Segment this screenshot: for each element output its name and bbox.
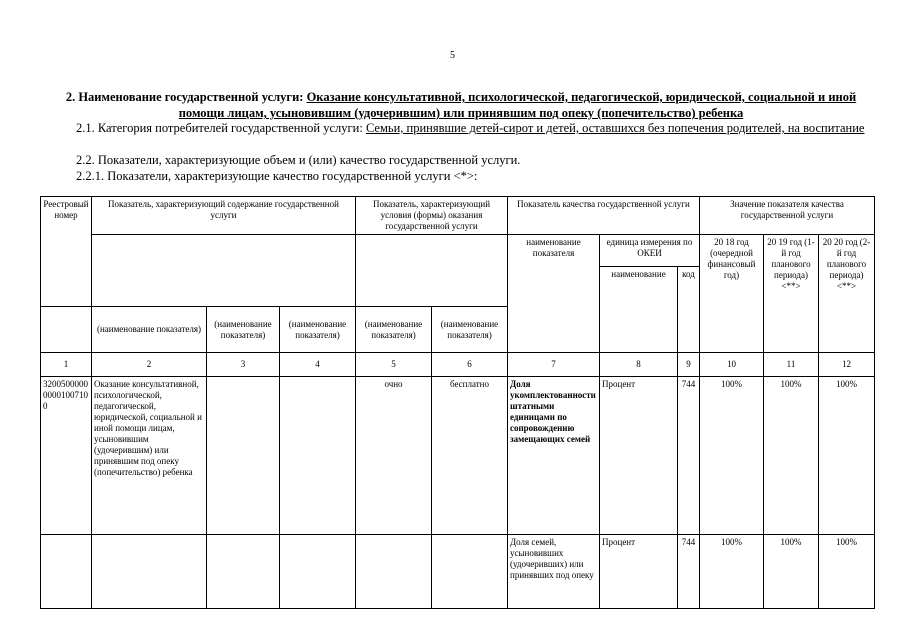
line-2-2: 2.2. Показатели, характеризующие объем и (или) качество государственной услуги. [76,153,521,167]
registry-number: 320050000000001007100 [41,377,92,535]
service-name: Оказание консультативной, психологической, педагогической, юридической, социальной и иной помощи лицам, усыновившим (удочерившим) или принявшим под опеку (попечительство) ребенка [178,90,857,120]
unit-name: Процент [600,535,678,609]
table-row [41,377,875,535]
value-year-2: 100% [764,535,819,609]
header-indicator-name: наименование показателя [508,235,600,353]
col-number: 9 [678,353,700,377]
empty-cell [280,535,356,609]
category-lead: 2.1. Категория потребителей государственной услуги: [76,121,366,135]
col-number: 6 [432,353,508,377]
col-number: 3 [207,353,280,377]
indicator-name: Доля укомплектованности штатными единицами по сопровождению замещающих семей [508,377,600,535]
empty-cell [356,535,432,609]
header-quality: Показатель качества государственной услуги [508,197,700,235]
form-value: очно [356,377,432,535]
header-unit-code: код [678,267,700,353]
header-content-blank [92,235,356,307]
service-content: Оказание консультативной, психологической, педагогической, юридической, социальной и иной помощи лицам, усыновившим (удочерившим) или принявшим под опеку (попечительство) ребенка [92,377,207,535]
empty-cell [92,535,207,609]
table-row [41,535,875,609]
header-unit-name: наименование [600,267,678,353]
col-number: 5 [356,353,432,377]
col-number: 1 [41,353,92,377]
empty-cell [432,535,508,609]
empty-cell [41,535,92,609]
header-sub-5: (наименование показателя) [432,307,508,353]
header-year-1: 20 18 год (очередной финансовый год) [700,235,764,353]
indicator-name: Доля семей, усыновивших (удочеривших) или принявших под опеку [508,535,600,609]
page-number: 5 [450,50,455,61]
header-sub-2: (наименование показателя) [207,307,280,353]
category-value: Семьи, принявшие детей-сирот и детей, оставшихся без попечения родителей, на воспитание [365,121,865,135]
line-2-2-1: 2.2.1. Показатели, характеризующие качество государственной услуги <*>: [76,169,478,183]
header-content: Показатель, характеризующий содержание государственной услуги [92,197,356,235]
col-number: 8 [600,353,678,377]
header-conditions: Показатель, характеризующий условия (формы) оказания государственной услуги [356,197,508,235]
header-unit: единица измерения по ОКЕИ [600,235,700,267]
empty-cell [280,377,356,535]
consumer-category [40,120,880,136]
header-year-3: 20 20 год (2-й год планового периода) <**> [819,235,875,353]
value-year-1: 100% [700,377,764,535]
quality-indicators-table [40,196,875,609]
empty-cell [207,535,280,609]
unit-name: Процент [600,377,678,535]
unit-code: 744 [678,535,700,609]
header-year-2: 20 19 год (1-й год планового периода) <**> [764,235,819,353]
header-registry-number: Реестровый номер [41,197,92,307]
value-year-3: 100% [819,535,875,609]
col-number: 4 [280,353,356,377]
header-registry-blank [41,307,92,353]
section-title-lead: 2. Наименование государственной услуги: [65,90,307,104]
section-title [42,89,880,121]
col-number: 2 [92,353,207,377]
col-number: 11 [764,353,819,377]
col-number: 12 [819,353,875,377]
header-sub-1: (наименование показателя) [92,307,207,353]
payment-value: бесплатно [432,377,508,535]
value-year-1: 100% [700,535,764,609]
value-year-2: 100% [764,377,819,535]
header-sub-4: (наименование показателя) [356,307,432,353]
value-year-3: 100% [819,377,875,535]
header-conditions-blank [356,235,508,307]
header-sub-3: (наименование показателя) [280,307,356,353]
unit-code: 744 [678,377,700,535]
col-number: 10 [700,353,764,377]
col-number: 7 [508,353,600,377]
header-value: Значение показателя качества государственной услуги [700,197,875,235]
empty-cell [207,377,280,535]
